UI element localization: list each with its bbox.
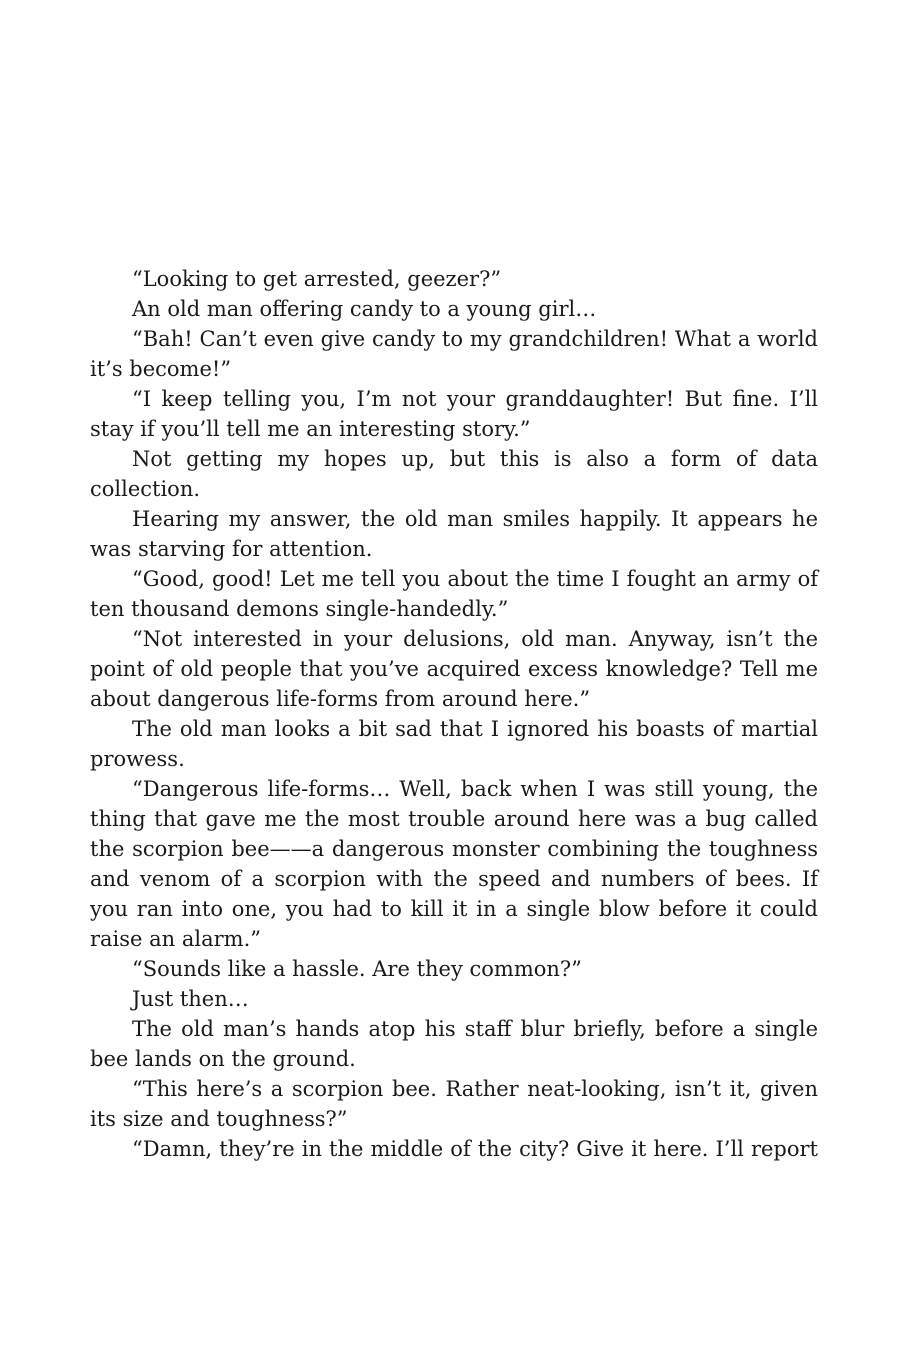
paragraph: The old man’s hands atop his staff blur briefly, before a single bee lands on the ground. [90, 1017, 818, 1071]
paragraph: The old man looks a bit sad that I ignored his boasts of martial prowess. [90, 717, 818, 771]
body-text [90, 264, 818, 1164]
paragraph: “Looking to get arrested, geezer?” [132, 267, 502, 291]
paragraph: “I keep telling you, I’m not your granddaughter! But fine. I’ll stay if you’ll tell me an interesting story.” [90, 387, 818, 441]
paragraph: “Bah! Can’t even give candy to my grandchildren! What a world it’s become!” [90, 327, 818, 381]
paragraph-continued: “Damn, they’re in the middle of the city? Give it here. I’ll report [132, 1137, 818, 1161]
paragraph: “Not interested in your delusions, old man. Anyway, isn’t the point of old people that you’ve acquired excess knowledge? Tell me about dangerous life-forms from around here.” [90, 627, 818, 711]
paragraph: An old man offering candy to a young girl… [132, 297, 597, 321]
paragraph: “Dangerous life-forms… Well, back when I was still young, the thing that gave me the most trouble around here was a bug called the scorpion bee——a dangerous monster combining the toughness and venom of a scorpion with the speed and numbers of bees. If you ran into one, you had to kill it in a single blow before it could raise an alarm.” [90, 777, 818, 951]
paragraph: Not getting my hopes up, but this is also a form of data collection. [90, 447, 818, 501]
paragraph: Just then… [132, 987, 249, 1011]
paragraph: “Sounds like a hassle. Are they common?” [132, 957, 582, 981]
paragraph: “This here’s a scorpion bee. Rather neat-looking, isn’t it, given its size and toughness?” [90, 1077, 818, 1131]
paragraph: “Good, good! Let me tell you about the time I fought an army of ten thousand demons single-handedly.” [90, 567, 818, 621]
paragraph: Hearing my answer, the old man smiles happily. It appears he was starving for attention. [90, 507, 818, 561]
